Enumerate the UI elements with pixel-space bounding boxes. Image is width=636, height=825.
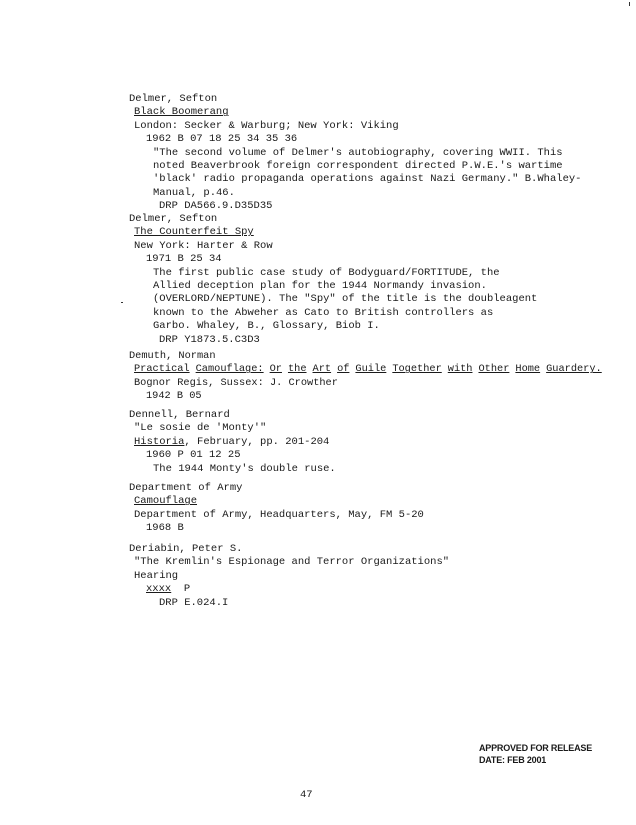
page-number: 47 bbox=[300, 789, 313, 801]
entry-codes: 1960 P 01 12 25 bbox=[146, 449, 241, 462]
entry-annotation-line: "The second volume of Delmer's autobiography, covering WWII. This bbox=[153, 146, 563, 159]
entry-title bbox=[129, 363, 602, 376]
entry-journal bbox=[129, 436, 336, 449]
entry-call-number: DRP DA566.9.D35D35 bbox=[159, 200, 273, 213]
entry-annotation-line: (OVERLORD/NEPTUNE). The "Spy" of the title is the doubleagent bbox=[153, 293, 538, 306]
entry-annotation-line: noted Beaverbrook foreign correspondent directed P.W.E.'s wartime bbox=[153, 160, 563, 173]
entry-call-number: DRP E.024.I bbox=[159, 596, 229, 609]
title-word: Guardery. bbox=[546, 363, 602, 376]
entry-call-number: DRP Y1873.5.C3D3 bbox=[159, 333, 260, 346]
entry-author: Delmer, Sefton bbox=[129, 213, 218, 225]
entry-annotation-line: The first public case study of Bodyguard/FORTITUDE, the bbox=[153, 266, 500, 279]
entry-annotation-line: known to the Abweher as Cato to British controllers as bbox=[153, 306, 494, 319]
stamp-line: DATE: FEB 2001 bbox=[479, 755, 547, 765]
codes-prefix: xxxx bbox=[146, 583, 172, 596]
title-word: Practical bbox=[134, 363, 190, 376]
entry-author: Delmer, Sefton bbox=[129, 93, 218, 105]
entry-codes: 1942 B 05 bbox=[146, 390, 202, 403]
bib-entry bbox=[129, 350, 602, 404]
entry-codes bbox=[129, 583, 449, 596]
journal-details: , February, pp. 201-204 bbox=[184, 435, 330, 448]
title-word: Home bbox=[515, 363, 541, 376]
entry-annotation-line: Allied deception plan for the 1944 Normandy invasion. bbox=[153, 280, 487, 293]
entry-annotation-line: Manual, p.46. bbox=[153, 186, 235, 199]
bib-entry bbox=[129, 213, 537, 347]
entry-article-title: "The Kremlin's Espionage and Terror Organizations" bbox=[134, 556, 450, 569]
entry-publisher: London: Secker & Warburg; New York: Viking bbox=[134, 119, 399, 132]
title-word: Other bbox=[478, 363, 510, 376]
bib-entry bbox=[129, 482, 424, 536]
entry-author: Department of Army bbox=[129, 482, 243, 494]
scan-speck bbox=[629, 2, 630, 6]
release-stamp bbox=[479, 742, 592, 766]
title-word: of bbox=[337, 363, 350, 376]
bib-entry bbox=[129, 543, 449, 610]
entry-publisher: Bognor Regis, Sussex: J. Crowther bbox=[134, 376, 338, 389]
entry-title: Camouflage bbox=[134, 495, 198, 508]
entry-codes: 1968 B bbox=[146, 522, 184, 535]
entry-annotation-line: 'black' radio propaganda operations against Nazi Germany." B.Whaley- bbox=[153, 173, 582, 186]
entry-author: Demuth, Norman bbox=[129, 350, 216, 362]
journal-name: Historia bbox=[134, 435, 185, 448]
entry-codes: 1971 B 25 34 bbox=[146, 253, 222, 266]
stamp-line: APPROVED FOR RELEASE bbox=[479, 743, 593, 753]
entry-publisher: Department of Army, Headquarters, May, FM 5-20 bbox=[134, 508, 424, 521]
entry-title: The Counterfeit Spy bbox=[134, 226, 254, 239]
scan-speck bbox=[121, 302, 123, 303]
title-word: Guile bbox=[355, 363, 387, 376]
entry-codes: 1962 B 07 18 25 34 35 36 bbox=[146, 133, 298, 146]
entry-author: Deriabin, Peter S. bbox=[129, 543, 243, 555]
codes-rest: P bbox=[171, 583, 191, 596]
entry-annotation-line: Garbo. Whaley, B., Glossary, Biob I. bbox=[153, 320, 380, 333]
entry-article-title: "Le sosie de 'Monty'" bbox=[134, 422, 267, 435]
bib-entry bbox=[129, 93, 581, 214]
entry-source: Hearing bbox=[134, 569, 179, 582]
bib-entry bbox=[129, 409, 336, 476]
title-word: with bbox=[447, 363, 473, 376]
title-word: the bbox=[287, 363, 307, 376]
entry-title: Black Boomerang bbox=[134, 106, 229, 119]
entry-author: Dennell, Bernard bbox=[129, 409, 230, 421]
title-word: Or bbox=[269, 363, 282, 376]
title-word: Art bbox=[312, 363, 332, 376]
title-word: Together bbox=[392, 363, 442, 376]
title-word: Camouflage: bbox=[195, 363, 264, 376]
entry-annotation-line: The 1944 Monty's double ruse. bbox=[153, 462, 336, 475]
entry-publisher: New York: Harter & Row bbox=[134, 239, 273, 252]
